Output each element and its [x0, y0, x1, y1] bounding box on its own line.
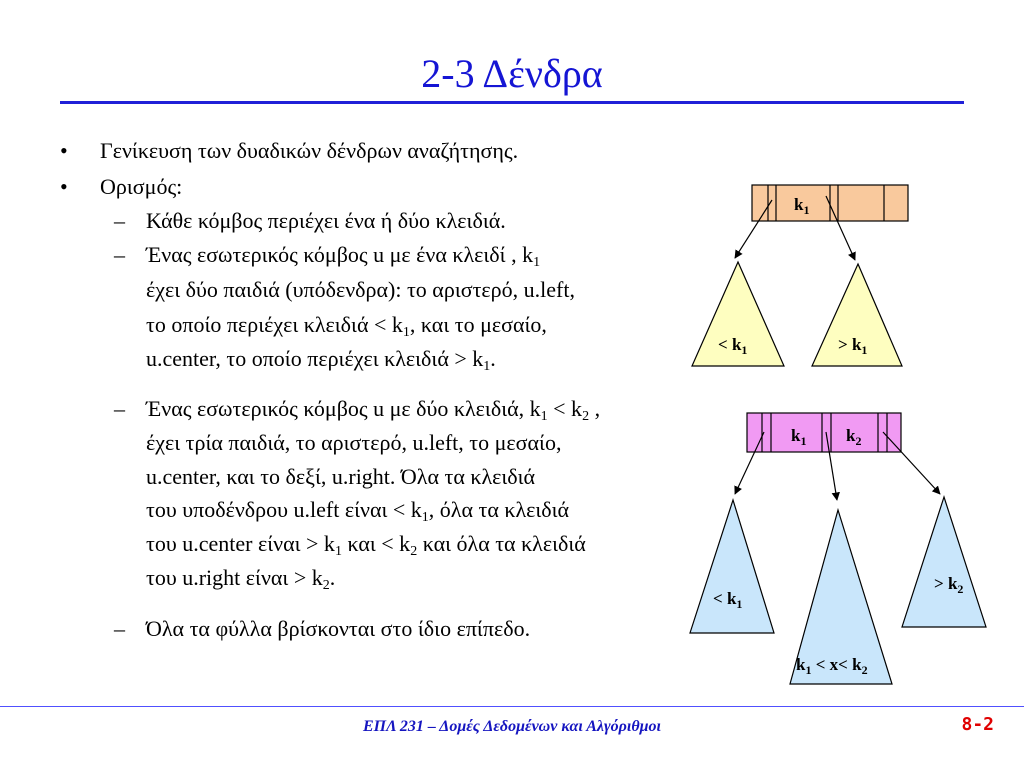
subitem-one-key-node-line3: το οποίο περιέχει $\kappa\lambda\varepsilon\iota\delta\iota ά < k_1$, και το μεσαίο,	[146, 312, 547, 340]
subitem-one-key-node-line2: έχει δύο παιδιά (υπόδενδρα): το αριστερό, u.left,	[146, 277, 575, 302]
bullet-marker: •	[60, 174, 68, 199]
center-subtree-label: > $k_1$	[838, 335, 868, 357]
page-number: 8-2	[961, 714, 994, 735]
two-key-node	[690, 413, 986, 684]
footer-divider	[0, 706, 1024, 707]
subitem-two-key-node-line5: του u.center $\varepsilon ί\nu\alpha\iota > k_1$ $\kappa\alpha\iota < k_2$ και όλα τα κλειδιά	[146, 531, 586, 559]
dash-marker: –	[114, 242, 125, 267]
node-2-key1-label: $k_1$	[791, 426, 807, 448]
left-subtree-label: < $k_1$	[713, 589, 743, 611]
subitem-one-key-node: Ένας εσωτερικός κόμβος u με ένα κλειδί , $k_1$	[146, 242, 541, 270]
subitem-leaves-same-level: Όλα τα φύλλα βρίσκονται στο ίδιο επίπεδο.	[146, 616, 531, 641]
subitem-two-key-node: Ένας εσωτερικός κόμβος u με δύο κλειδιά, $k_1 < k_2$ ,	[146, 396, 601, 424]
bullet-generalization: Γενίκευση των δυαδικών δένδρων αναζήτησης.	[100, 138, 519, 163]
center-subtree-label: $k_1 < x< k_2$	[796, 655, 868, 677]
one-key-node	[692, 185, 908, 366]
left-subtree-triangle	[690, 500, 774, 633]
right-subtree-label: > $k_2$	[934, 574, 964, 596]
node-1-key-label: $k_1$	[794, 195, 810, 217]
node-2-key2-label: $k_2$	[846, 426, 862, 448]
dash-marker: –	[114, 208, 125, 233]
dash-marker: –	[114, 616, 125, 641]
subitem-one-key-node-line4: u.center, το οποίο περιέχει $\kappa\lambda\varepsilon\iota\delta\iota ά > k_1$.	[146, 346, 496, 374]
right-subtree-triangle	[902, 497, 986, 627]
bullet-marker: •	[60, 138, 68, 163]
right-pointer-arrow	[883, 432, 940, 494]
slide-title: 2-3 Δένδρα	[421, 51, 603, 96]
subitem-two-key-node-line3: u.center, και το δεξί, u.right. Όλα τα κλειδιά	[146, 464, 536, 489]
subitem-two-key-node-line2: έχει τρία παιδιά, το αριστερό, u.left, το μεσαίο,	[146, 430, 562, 455]
footer-course-title: ΕΠΛ 231 – Δομές Δεδομένων και Αλγόριθμοι	[362, 718, 661, 735]
left-subtree-label: < $k_1$	[718, 335, 748, 357]
subitem-keys-per-node: Κάθε κόμβος περιέχει ένα ή δύο κλειδιά.	[146, 208, 506, 233]
bullet-definition: Ορισμός:	[100, 174, 183, 199]
subitem-two-key-node-line4: του υποδένδρου u.left $\varepsilon ί\nu\alpha\iota < k_1$, όλα τα κλειδιά	[146, 497, 570, 525]
subitem-two-key-node-line6: του u.right $\varepsilon ί\nu\alpha\iota > k_2$.	[146, 565, 336, 593]
dash-marker: –	[114, 396, 125, 421]
